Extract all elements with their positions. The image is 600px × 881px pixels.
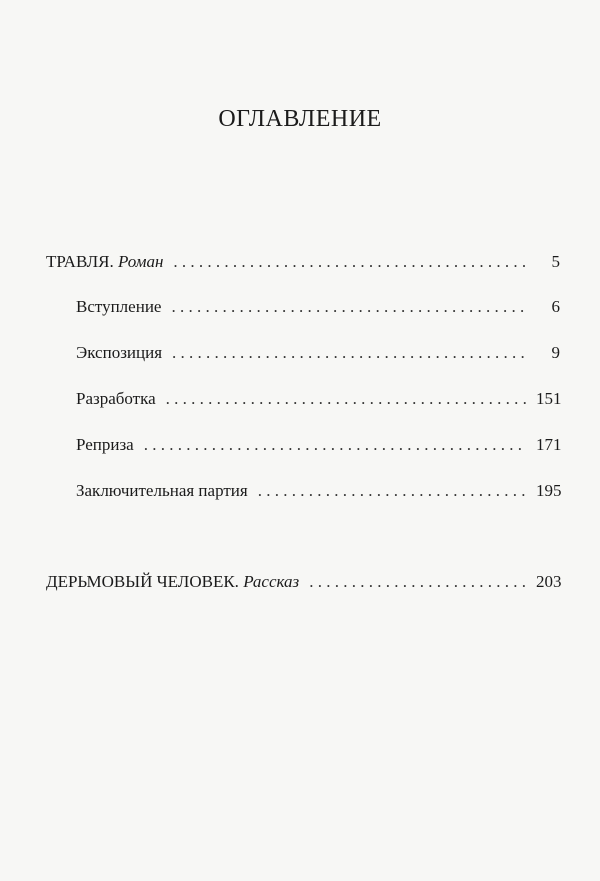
toc-entry-travlya[interactable] (0, 252, 600, 282)
toc-entry-label: ТРАВЛЯ. Роман (46, 252, 164, 271)
toc-entry-genre: Роман (118, 252, 164, 271)
toc-entry-repriza[interactable] (0, 435, 600, 465)
toc-page-number: 203 (536, 572, 562, 591)
dot-leader (144, 435, 526, 455)
toc-page-number: 9 (551, 343, 560, 362)
toc-entry-label: Вступление (76, 297, 162, 316)
page-title: ОГЛАВЛЕНИЕ (218, 106, 382, 132)
toc-entry-dermovyy-chelovek[interactable] (0, 572, 600, 602)
toc-page-number: 195 (536, 481, 562, 500)
dot-leader (166, 389, 526, 409)
toc-page-number: 151 (536, 389, 562, 408)
dot-leader (172, 343, 526, 363)
toc-entry-label: Разработка (76, 389, 156, 408)
toc-entry-label: Экспозиция (76, 343, 163, 362)
toc-page-number: 171 (536, 435, 562, 454)
toc-entry-ekspozitsiya[interactable] (0, 343, 600, 373)
toc-entry-zaklyuchitelnaya-partiya[interactable] (0, 481, 600, 511)
toc-entry-label: Заключительная партия (76, 481, 248, 500)
toc-entry-label: Реприза (76, 435, 134, 454)
toc-page-number: 5 (551, 252, 560, 271)
toc-entry-vstuplenie[interactable] (0, 297, 600, 327)
dot-leader (173, 252, 526, 272)
toc-entry-label: ДЕРЬМОВЫЙ ЧЕЛОВЕК. Рассказ (46, 572, 300, 591)
dot-leader (258, 481, 526, 501)
toc-page-number: 6 (551, 297, 560, 316)
dot-leader (171, 297, 526, 317)
dot-leader (309, 572, 526, 592)
toc-entry-genre: Рассказ (243, 572, 300, 591)
toc-entry-razrabotka[interactable] (0, 389, 600, 419)
